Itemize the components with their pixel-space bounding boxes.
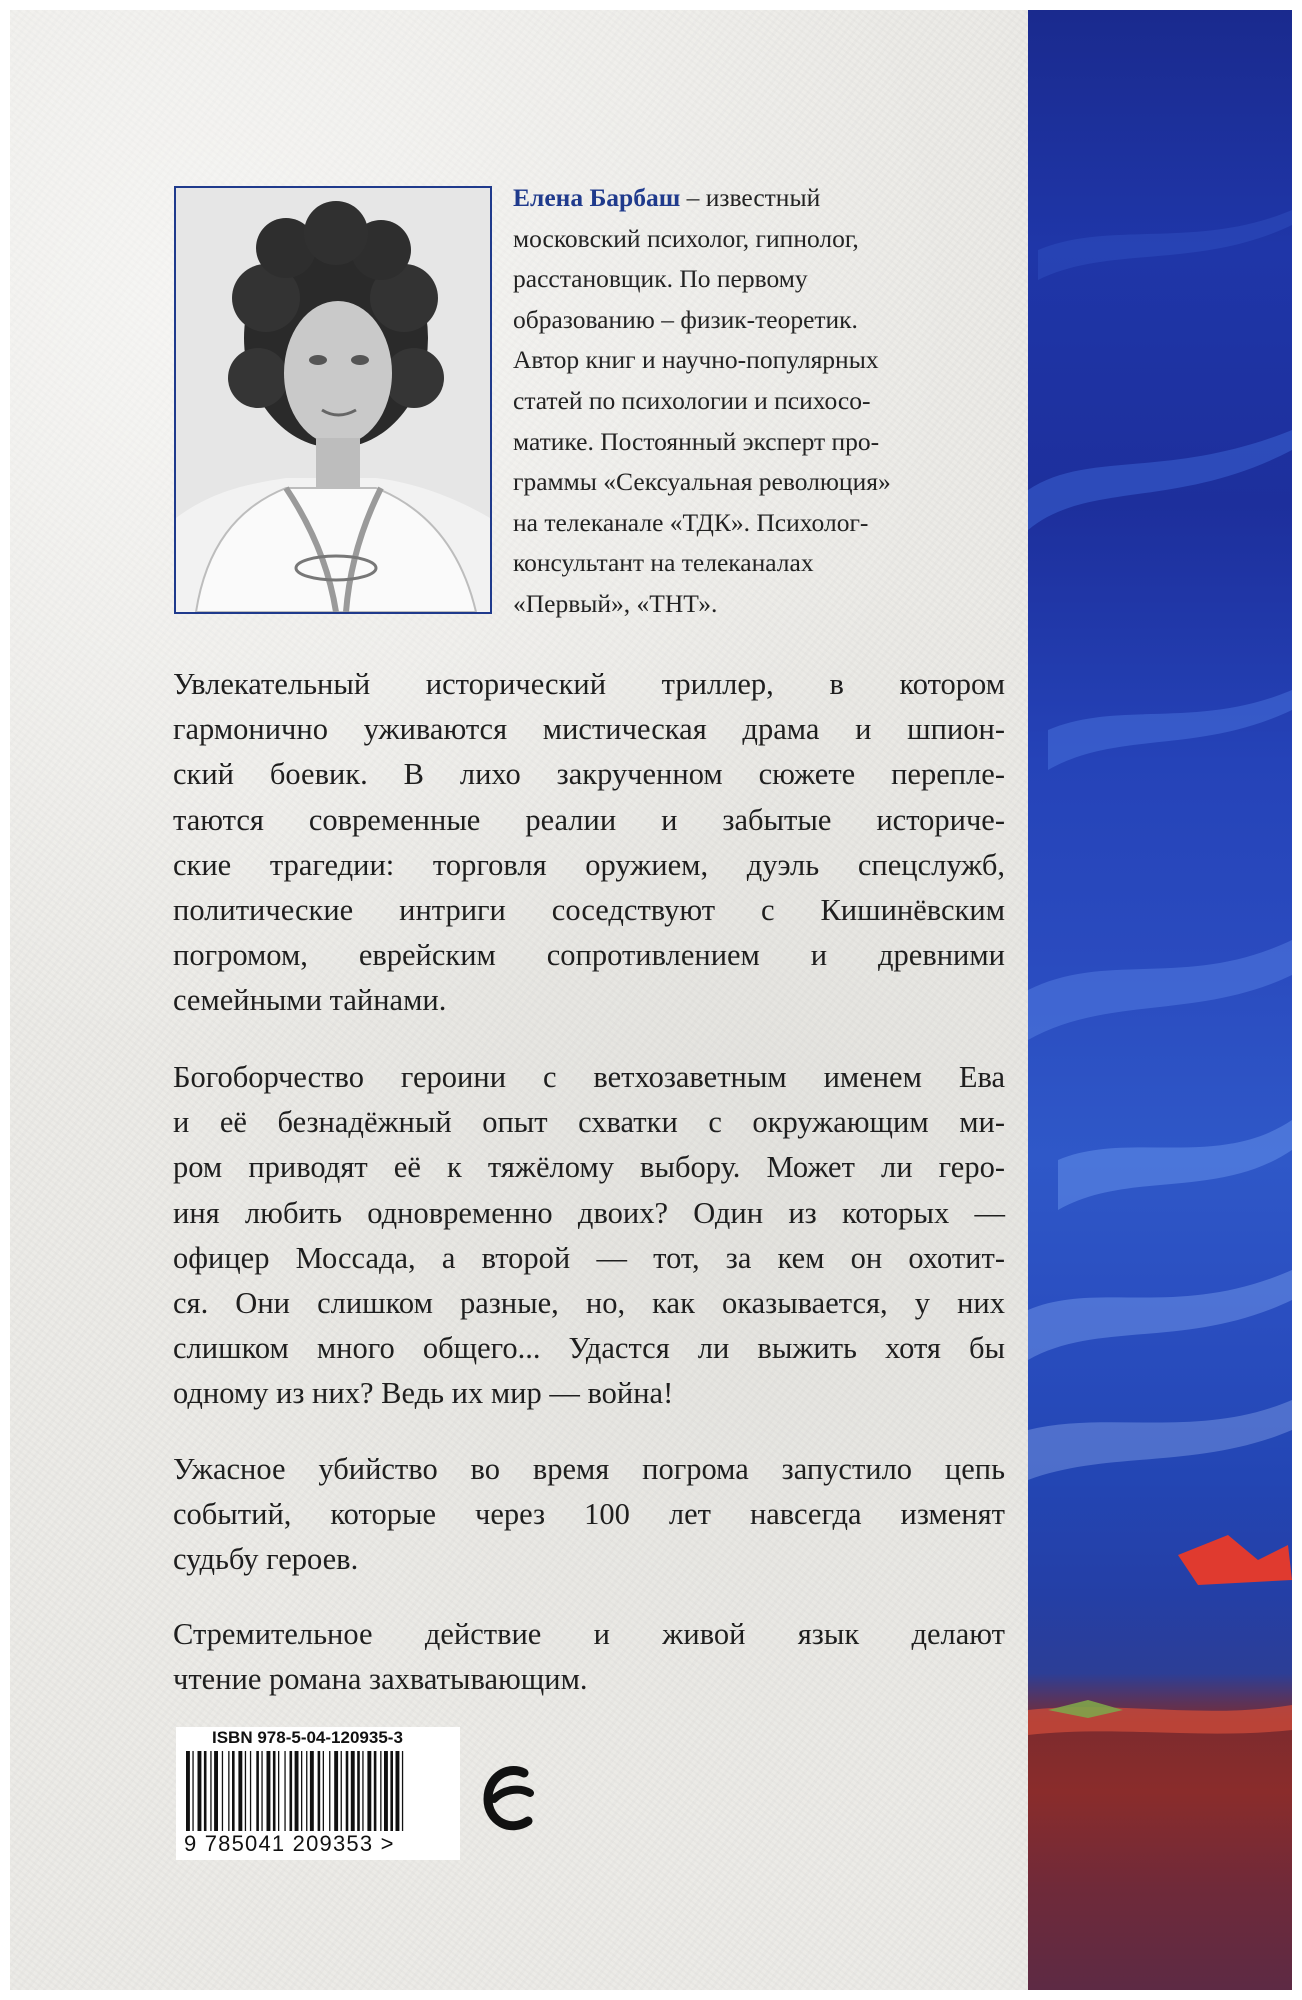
barcode-bar: [228, 1751, 229, 1831]
description-paragraph-3: [173, 1447, 1005, 1583]
author-photo: [174, 186, 492, 614]
barcode-bar: [390, 1751, 393, 1831]
barcode-bar: [186, 1751, 190, 1831]
paragraph-line: событий, которые через 100 лет навсегда изменят: [173, 1497, 1005, 1532]
paragraph-line: иня любить одновременно двоих? Один из которых —: [173, 1195, 1005, 1230]
painted-side-strip: [1028, 10, 1292, 1990]
barcode-bar: [214, 1751, 218, 1831]
book-back-cover: [10, 10, 1292, 1990]
barcode-bar: [295, 1751, 299, 1831]
paragraph-line: Увлекательный исторический триллер, в котором: [173, 667, 1005, 701]
isbn-barcode: [176, 1727, 460, 1860]
paragraph-line: чтение романа захватывающим.: [173, 1662, 588, 1697]
paragraph-line: Богоборчество героини с ветхозаветным именем Ева: [173, 1060, 1005, 1094]
paragraph-line: семейными тайнами.: [173, 983, 447, 1018]
barcode-bar: [245, 1751, 246, 1831]
paragraph-line: политические интриги соседствуют с Кишинёвским: [173, 893, 1005, 928]
barcode-bar: [238, 1751, 242, 1831]
paragraph-line: Стремительное действие и живой язык делают: [173, 1617, 1005, 1651]
paragraph-line: одному из них? Ведь их мир — война!: [173, 1376, 674, 1411]
barcode-bar: [357, 1751, 360, 1831]
barcode-bar: [290, 1751, 293, 1831]
bio-line: матике. Постоянный эксперт про-: [513, 426, 880, 456]
paragraph-line: и её безнадёжный опыт схватки с окружающим ми-: [173, 1105, 1005, 1140]
barcode-bar: [341, 1751, 342, 1831]
paragraph-line: ские трагедии: торговля оружием, дуэль спецслужб,: [173, 847, 1005, 882]
barcode-bars: [184, 1751, 446, 1833]
barcode-bar: [351, 1751, 355, 1831]
paragraph-line: Ужасное убийство во время погрома запустило цепь: [173, 1452, 1005, 1486]
author-portrait-photo: [176, 188, 490, 612]
barcode-bar: [323, 1751, 324, 1831]
barcode-bar: [362, 1751, 363, 1831]
barcode-digits: 9 785041 209353 >: [184, 1831, 395, 1856]
barcode-bar: [301, 1751, 302, 1831]
description-paragraph-2: [173, 1055, 1005, 1417]
barcode-bar: [380, 1751, 381, 1831]
barcode-bar: [396, 1751, 400, 1831]
barcode-bar: [318, 1751, 321, 1831]
barcode-bar: [306, 1751, 307, 1831]
barcode-bar: [367, 1751, 371, 1831]
barcode-bar: [278, 1751, 279, 1831]
bio-line: Автор книг и научно-популярных: [513, 345, 879, 375]
paragraph-line: слишком много общего... Удастся ли выжить хотя бы: [173, 1331, 1005, 1366]
bio-line: статей по психологии и психосо-: [513, 385, 871, 415]
description-paragraph-4: [173, 1612, 1005, 1702]
bio-line: «Первый», «ТНТ».: [513, 588, 718, 618]
barcode-bar: [284, 1751, 285, 1831]
barcode-bar: [250, 1751, 251, 1831]
barcode-bar: [273, 1751, 276, 1831]
barcode-bar: [210, 1751, 211, 1831]
author-bio: [513, 178, 1005, 625]
barcode-bar: [204, 1751, 207, 1831]
barcode-bar: [310, 1751, 314, 1831]
barcode-bar: [198, 1751, 202, 1831]
bio-line: – известный: [680, 183, 821, 212]
paragraph-line: ский боевик. В лихо закрученном сюжете перепле-: [173, 757, 1005, 792]
barcode-bar: [329, 1751, 330, 1831]
barcode-bar: [384, 1751, 388, 1831]
paragraph-line: ром приводят её к тяжёлому выбору. Может ли геро-: [173, 1150, 1005, 1185]
barcode-bar: [402, 1751, 403, 1831]
barcode-bar: [374, 1751, 377, 1831]
barcode-bar: [222, 1751, 223, 1831]
isbn-text: ISBN 978-5-04-120935-3: [212, 1728, 403, 1747]
eksmo-e-logo-icon: [480, 1759, 540, 1837]
paragraph-line: судьбу героев.: [173, 1542, 359, 1577]
paragraph-line: погромом, еврейским сопротивлением и древними: [173, 938, 1005, 973]
barcode-bar: [267, 1751, 271, 1831]
paragraph-line: ся. Они слишком разные, но, как оказывается, у них: [173, 1286, 1005, 1321]
bio-line: московский психолог, гипнолог,: [513, 223, 859, 253]
barcode-bar: [192, 1751, 193, 1831]
paragraph-line: офицер Моссада, а второй — тот, за кем он охотит-: [173, 1240, 1005, 1275]
description-paragraph-1: [173, 662, 1005, 1024]
bio-line: консультант на телеканалах: [513, 548, 814, 578]
bio-line: образованию – физик-теоретик.: [513, 304, 858, 334]
bio-line: граммы «Сексуальная революция»: [513, 467, 891, 497]
barcode-bar: [334, 1751, 338, 1831]
paragraph-line: гармонично уживаются мистическая драма и шпион-: [173, 712, 1005, 747]
barcode-bar: [232, 1751, 235, 1831]
barcode-bar: [256, 1751, 259, 1831]
author-name: Елена Барбаш: [513, 183, 681, 212]
barcode-bar: [261, 1751, 262, 1831]
bio-line: расстановщик. По первому: [513, 264, 808, 294]
barcode-bar: [346, 1751, 349, 1831]
paragraph-line: таются современные реалии и забытые историче-: [173, 802, 1005, 837]
bio-line: на телеканале «ТДК». Психолог-: [513, 507, 869, 537]
